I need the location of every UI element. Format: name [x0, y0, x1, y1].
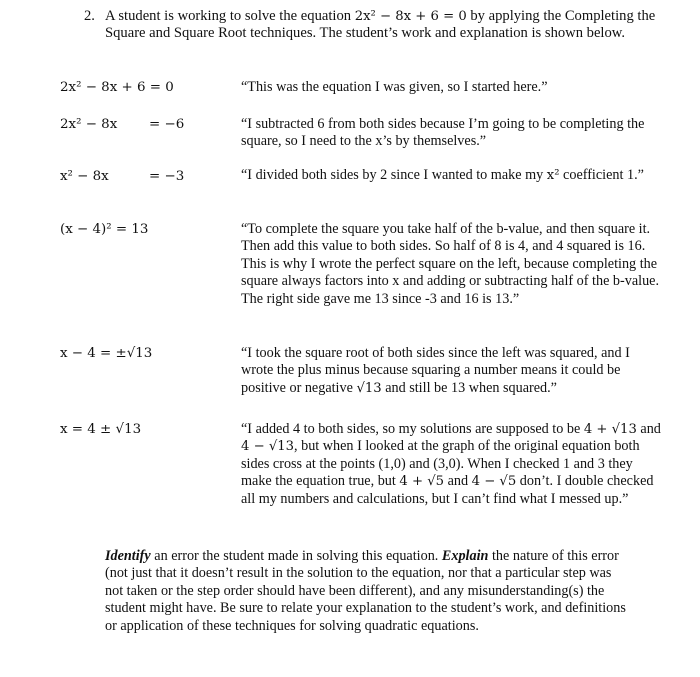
step-3-explanation: “I divided both sides by 2 since I wanted to make my x² coefficient 1.” [241, 167, 644, 183]
step-6-equation: x = 4 ± √13 [60, 422, 142, 437]
explain-keyword: Explain [441, 548, 489, 564]
step-5-explanation: “I took the square root of both sides since the left was squared, and I wrote the plus minus because squaring a number means it could be positive or negative √13 and still be 13 when squared.” [241, 345, 630, 396]
step-5-equation: x − 4 = ±√13 [60, 346, 153, 361]
step-3-equation-right: = −3 [149, 169, 185, 184]
step-4-explanation: “To complete the square you take half of the b-value, and then square it. Then add this value to both sides. So half of 8 is 4, and 4 squared is 16. This is why I wrote the perfect square on the left, because completing the square always factors into x and adding or subtracting half of the b-value. The right side gave me 13 since -3 and 16 is 13.” [241, 221, 660, 307]
step-6-explanation: “I added 4 to both sides, so my solutions are supposed to be 4 + √13 and 4 − √13, but when I looked at the graph of the original equation both sides cross at the points (1,0) and (3,0). When I checked 1 and 3 they make the equation true, but 4 + √5 and 4 − √5 don’t. I double checked all my numbers and calculations, but I can’t find what I messed up.” [241, 421, 661, 507]
problem-number: 2. [84, 8, 95, 24]
problem-intro [84, 8, 664, 42]
problem-intro-text: A student is working to solve the equation 2x² − 8x + 6 = 0 by applying the Completing the Square and Square Root techniques. The student’s work and explanation is shown below. [105, 8, 656, 41]
identify-keyword: Identify [105, 548, 151, 564]
step-2-equation-right: = −6 [149, 117, 185, 132]
step-1-explanation: “This was the equation I was given, so I started here.” [241, 79, 548, 95]
step-1-equation: 2x² − 8x + 6 = 0 [60, 80, 174, 95]
step-2-equation-left: 2x² − 8x [60, 117, 118, 132]
question-prompt: Identify an error the student made in solving this equation. Explain the nature of this error (not just that it doesn’t result in the solution to the equation, nor that a particular step was not taken or the step order should have been different), and any misunderstanding(s) the student might have. Be sure to relate your explanation to the student’s work, and definitions or application of these techniques for solving quadratic equations. [105, 548, 626, 634]
intro-equation: 2x² − 8x + 6 = 0 [354, 9, 467, 24]
step-4-equation: (x − 4)² = 13 [60, 222, 149, 237]
step-2-explanation: “I subtracted 6 from both sides because I’m going to be completing the square, so I need to the x’s by themselves.” [241, 116, 645, 150]
step-3-equation-left: x² − 8x [60, 169, 109, 184]
